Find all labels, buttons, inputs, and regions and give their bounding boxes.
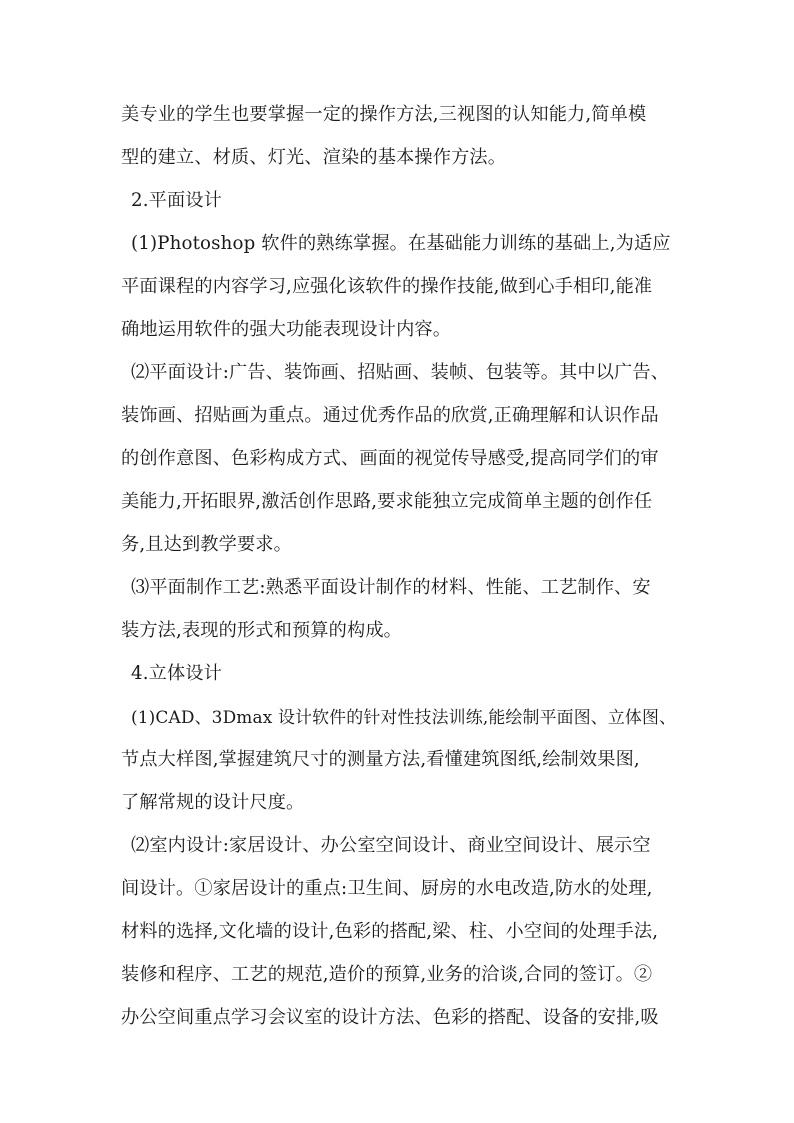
body-text-line: ⑶平面制作工艺:熟悉平面设计制作的材料、性能、工艺制作、安 xyxy=(131,577,651,598)
body-text-line: ⑵平面设计:广告、装饰画、招贴画、装帧、包装等。其中以广告、 xyxy=(131,362,670,383)
body-text-line: 材料的选择,文化墙的设计,色彩的搭配,梁、柱、小空间的处理手法, xyxy=(121,921,659,942)
body-text-line: 务,且达到教学要求。 xyxy=(121,534,292,555)
body-text-line: 装方法,表现的形式和预算的构成。 xyxy=(121,620,402,641)
body-text-line: 的创作意图、色彩构成方式、画面的视觉传导感受,提高同学们的审 xyxy=(121,448,659,469)
body-text-line: 美专业的学生也要掌握一定的操作方法,三视图的认知能力,简单模 xyxy=(121,104,647,125)
body-text-line: 装修和程序、工艺的规范,造价的预算,业务的洽谈,合同的签订。② xyxy=(121,964,653,985)
body-text-line: (1)CAD、3Dmax 设计软件的针对性技法训练,能绘制平面图、立体图、 xyxy=(131,707,677,727)
body-text-line: 间设计。①家居设计的重点:卫生间、厨房的水电改造,防水的处理, xyxy=(121,878,653,899)
body-text-line: 节点大样图,掌握建筑尺寸的测量方法,看懂建筑图纸,绘制效果图, xyxy=(121,749,640,770)
body-text-line: 型的建立、材质、灯光、渲染的基本操作方法。 xyxy=(121,147,507,168)
section-heading: 2.平面设计 xyxy=(131,190,223,211)
body-text-line: ⑵室内设计:家居设计、办公室空间设计、商业空间设计、展示空 xyxy=(131,835,651,856)
body-text-line: 装饰画、招贴画为重点。通过优秀作品的欣赏,正确理解和认识作品 xyxy=(121,405,659,426)
body-text-line: (1)Photoshop 软件的熟练掌握。在基础能力训练的基础上,为适应 xyxy=(131,233,671,254)
section-heading: 4.立体设计 xyxy=(131,663,223,684)
body-text-line: 确地运用软件的强大功能表现设计内容。 xyxy=(121,319,452,340)
body-text-line: 了解常规的设计尺度。 xyxy=(121,792,305,813)
body-text-line: 美能力,开拓眼界,激活创作思路,要求能独立完成简单主题的创作任 xyxy=(121,491,653,512)
body-text-line: 办公空间重点学习会议室的设计方法、色彩的搭配、设备的安排,吸 xyxy=(121,1007,659,1028)
body-text-line: 平面课程的内容学习,应强化该软件的操作技能,做到心手相印,能准 xyxy=(121,276,653,297)
